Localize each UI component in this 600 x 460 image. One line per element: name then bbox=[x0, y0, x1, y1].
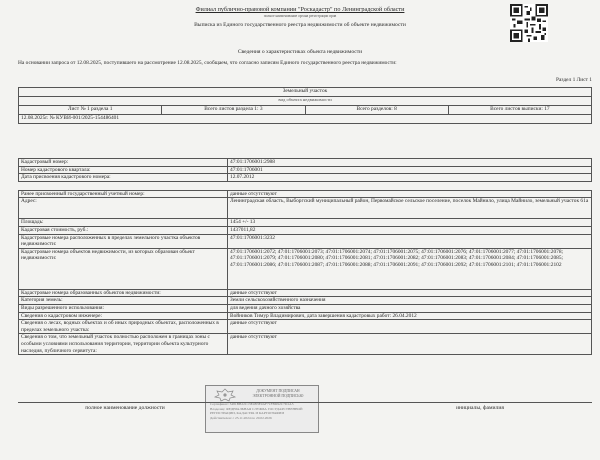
row-value: 12.07.2012 bbox=[228, 174, 592, 182]
row-label: Виды разрешенного использования: bbox=[19, 304, 228, 312]
row-value: данные отсутствуют bbox=[228, 289, 592, 297]
section-label: Раздел 1 Лист 1 bbox=[556, 77, 592, 83]
table-row bbox=[19, 334, 592, 355]
object-header-table bbox=[18, 87, 592, 124]
table-row bbox=[19, 174, 592, 182]
row-value: 47:01:1706001:2988 bbox=[228, 159, 592, 167]
table-row bbox=[19, 198, 592, 219]
stamp-title: ДОКУМЕНТ ПОДПИСАН bbox=[256, 389, 300, 393]
row-label: Кадастровые номера расположенных в пределах земельного участка объектов недвижимости: bbox=[19, 234, 228, 248]
stamp-subtitle: ЭЛЕКТРОННОЙ ПОДПИСЬЮ bbox=[252, 394, 304, 398]
row-value: Ленинградская область, Выборгский муниципальный район, Первомайское сельское поселение, поселок Майнило, улица Майнило, земельный участок 61а bbox=[228, 198, 592, 219]
total-sheets-extract: Всего листов выписки: 17 bbox=[448, 106, 591, 115]
table-row bbox=[19, 219, 592, 227]
stamp-certificate: Сертификат: 3481BB22C13E4B3E9AF71FBD92C7D1A5 bbox=[210, 402, 294, 406]
row-value: 47:01:1706001:2072; 47:01:1706001:2073; 47:01:1706001:2074; 47:01:1706001:2075; 47:01:1706001:2076; 47:01:1706001:2077; 47:01:1706001:2078; 47:01:1706001:2079; 47:01:1706001:2080; 47:01:1706001:2081; 47:01:1706001:2082; 47:01:1706001:2083; 47:01:1706001:2084; 47:01:1706001:2085; 47:01:1706001:2086; 47:01:1706001:2087; 47:01:1706001:2088; 47:01:1706001:2091; 47:01:1706001:2092; 47:01:1706001:2101; 47:01:1706001:2102 bbox=[228, 248, 592, 289]
row-label: Дата присвоения кадастрового номера: bbox=[19, 174, 228, 182]
qr-code-icon bbox=[510, 4, 548, 42]
row-label: Сведения о том, что земельный участок полностью расположен в границах зоны с особыми условиями использования территории, территории объекта культурного наследия, публичного сервитута: bbox=[19, 334, 228, 355]
row-value: данные отсутствуют bbox=[228, 190, 592, 198]
organization-name: Филиал публично-правовой компании "Роскадастр" по Ленинградской области bbox=[195, 6, 405, 13]
row-label: Сведения о лесах, водных объектах и об иных природных объектах, расположенных в пределах земельного участка: bbox=[19, 320, 228, 334]
row-value: 47:01:1706001 bbox=[228, 166, 592, 174]
table-row bbox=[19, 312, 592, 320]
row-value: Земли сельскохозяйственного назначения bbox=[228, 297, 592, 305]
row-label: Сведения о кадастровом инженере: bbox=[19, 312, 228, 320]
signature-name-label: инициалы, фамилия bbox=[456, 405, 504, 411]
object-type-caption: вид объекта недвижимости bbox=[19, 97, 592, 106]
table-row bbox=[19, 289, 592, 297]
row-value: 47:01:1706001:3232 bbox=[228, 234, 592, 248]
row-value: Войников Тимур Владимирович, дата завершения кадастровых работ: 26.04.2012 bbox=[228, 312, 592, 320]
table-row bbox=[19, 320, 592, 334]
signature-position-label: полное наименование должности bbox=[85, 405, 165, 411]
emblem-icon bbox=[212, 388, 238, 402]
electronic-signature-stamp bbox=[205, 385, 319, 433]
table-row bbox=[19, 248, 592, 289]
row-value: для ведения дачного хозяйства bbox=[228, 304, 592, 312]
row-label: Адрес: bbox=[19, 198, 228, 219]
request-basis: На основании запроса от 12.08.2025, поступившего на рассмотрение 12.08.2025, сообщаем, что согласно записям Единого государственного реестра недвижимости: bbox=[18, 60, 397, 66]
table-row bbox=[19, 304, 592, 312]
row-value: данные отсутствуют bbox=[228, 334, 592, 355]
row-label: Кадастровая стоимость, руб.: bbox=[19, 226, 228, 234]
organization-caption: полное наименование органа регистрации прав bbox=[263, 14, 337, 18]
table-row bbox=[19, 297, 592, 305]
row-label: Номер кадастрового квартала: bbox=[19, 166, 228, 174]
table-row bbox=[19, 190, 592, 198]
object-type: Земельный участок bbox=[19, 88, 592, 97]
stamp-owner-cont: РЕГИСТРАЦИИ, КАДАСТРА И КАРТОГРАФИИ bbox=[210, 411, 284, 416]
total-sheets-section: Всего листов раздела 1: 3 bbox=[162, 106, 305, 115]
row-value: 1437011,82 bbox=[228, 226, 592, 234]
total-sections: Всего разделов: 8 bbox=[305, 106, 448, 115]
sheet-number: Лист № 1 раздела 1 bbox=[19, 106, 162, 115]
stamp-validity: Действителен: с 25.11.2024 по 20.02.2026 bbox=[210, 415, 272, 420]
table-row bbox=[19, 234, 592, 248]
table-row bbox=[19, 166, 592, 174]
document-date-number: 12.08.2025г. № КУВИ-001/2025-154486401 bbox=[19, 115, 592, 124]
table-row bbox=[19, 159, 592, 167]
row-label: Площадь: bbox=[19, 219, 228, 227]
row-label: Кадастровые номера образованных объектов недвижимости: bbox=[19, 289, 228, 297]
row-label: Кадастровые номера объектов недвижимости, из которых образован объект недвижимости: bbox=[19, 248, 228, 289]
table-row bbox=[19, 226, 592, 234]
row-value: 1454 +/- 13 bbox=[228, 219, 592, 227]
row-label: Категория земель: bbox=[19, 297, 228, 305]
row-label: Кадастровый номер: bbox=[19, 159, 228, 167]
row-label: Ранее присвоенный государственный учетный номер: bbox=[19, 190, 228, 198]
row-value: данные отсутствуют bbox=[228, 320, 592, 334]
signature-line bbox=[18, 402, 592, 403]
stamp-owner: Владелец: ФЕДЕРАЛЬНАЯ СЛУЖБА ГОСУДАРСТВЕННОЙ bbox=[210, 406, 303, 411]
characteristics-table bbox=[18, 158, 592, 355]
extract-title: Выписка из Единого государственного реестра недвижимости об объекте недвижимости bbox=[194, 22, 406, 28]
document-title: Сведения о характеристиках объекта недвижимости bbox=[237, 49, 363, 55]
